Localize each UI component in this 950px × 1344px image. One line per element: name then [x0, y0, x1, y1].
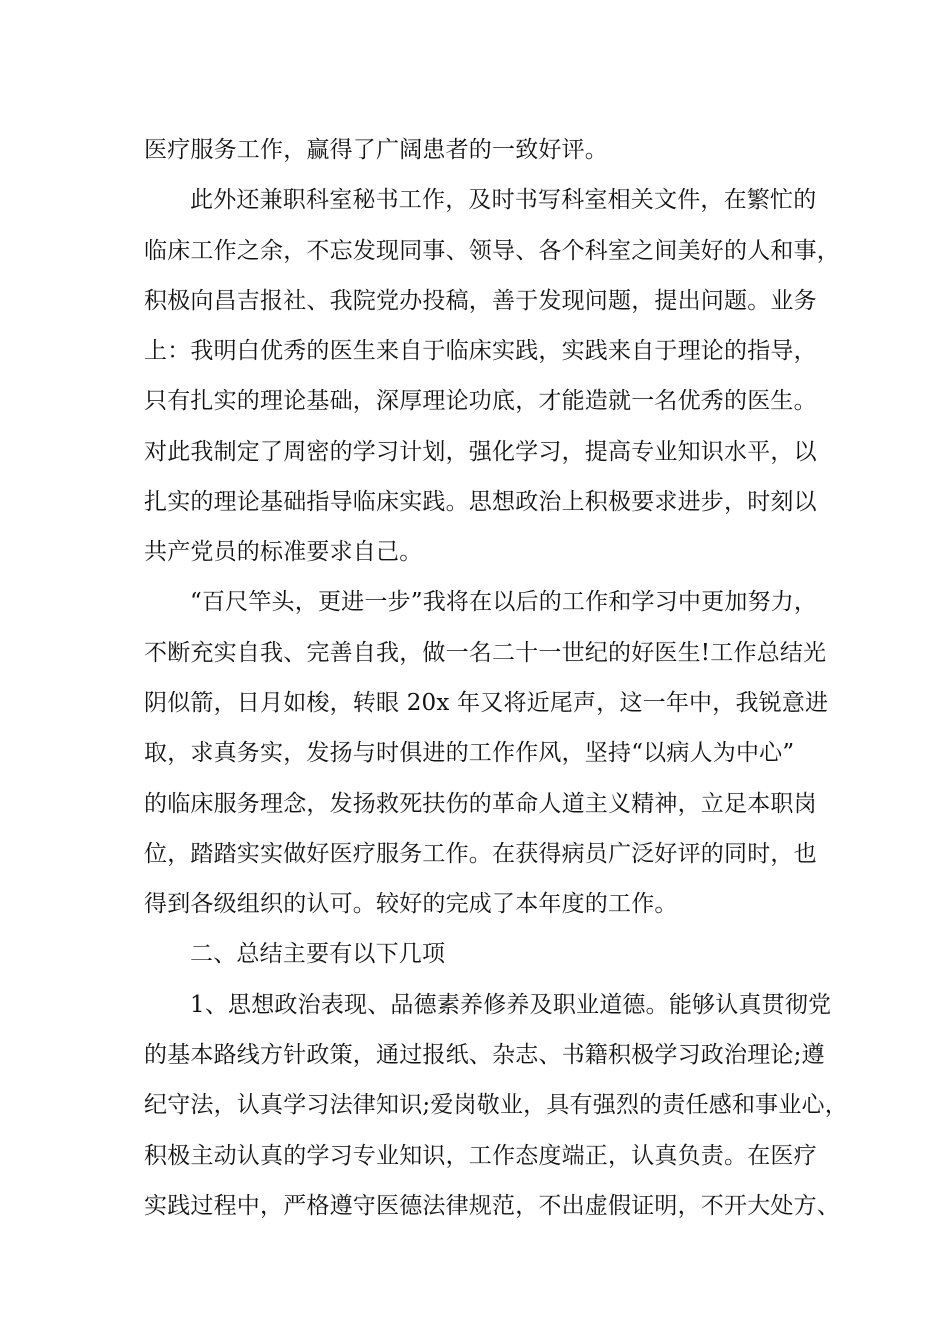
text-line: 共产党员的标准要求自己。: [144, 539, 423, 565]
text-line: 阴似箭，日月如梭，转眼 20x 年又将近尾声，这一年中，我锐意进: [144, 690, 829, 716]
text-line: 临床工作之余，不忘发现同事、领导、各个科室之间美好的人和事，: [144, 238, 840, 264]
paragraph-first-line: 1、思想政治表现、品德素养修养及职业道德。能够认真贯彻党: [190, 992, 832, 1018]
text-line: 取，求真务实，发扬与时俱进的工作作风，坚持“以病人为中心”: [144, 740, 795, 766]
text-line: 对此我制定了周密的学习计划，强化学习，提高专业知识水平，以: [144, 439, 817, 465]
paragraph-first-line: “百尺竿头，更进一步”我将在以后的工作和学习中更加努力，: [190, 589, 818, 615]
text-line: 积极主动认真的学习专业知识，工作态度端正，认真负责。在医疗: [144, 1143, 817, 1169]
text-line: 纪守法，认真学习法律知识;爱岗敬业，具有强烈的责任感和事业心，: [144, 1092, 848, 1118]
paragraph-first-line: 此外还兼职科室秘书工作，及时书写科室相关文件，在繁忙的: [190, 187, 817, 213]
section-heading: 二、总结主要有以下几项: [190, 941, 446, 967]
text-line: 扎实的理论基础指导临床实践。思想政治上积极要求进步，时刻以: [144, 489, 817, 515]
text-line: 得到各级组织的认可。较好的完成了本年度的工作。: [144, 891, 678, 917]
text-line: 的临床服务理念，发扬救死扶伤的革命人道主义精神，立足本职岗: [144, 791, 817, 817]
text-line: 积极向昌吉报社、我院党办投稿，善于发现问题，提出问题。业务: [144, 288, 817, 314]
text-line: 只有扎实的理论基础，深厚理论功底，才能造就一名优秀的医生。: [144, 388, 817, 414]
text-line: 不断充实自我、完善自我，做一名二十一世纪的好医生!工作总结光: [144, 640, 827, 666]
text-line: 上：我明白优秀的医生来自于临床实践，实践来自于理论的指导，: [144, 338, 817, 364]
text-line: 位，踏踏实实做好医疗服务工作。在获得病员广泛好评的同时，也: [144, 841, 817, 867]
text-line: 的基本路线方针政策，通过报纸、杂志、书籍积极学习政治理论;遵: [144, 1042, 825, 1068]
text-line: 实践过程中，严格遵守医德法律规范，不出虚假证明，不开大处方、: [144, 1193, 840, 1219]
text-line: 医疗服务工作，赢得了广阔患者的一致好评。: [144, 137, 608, 163]
